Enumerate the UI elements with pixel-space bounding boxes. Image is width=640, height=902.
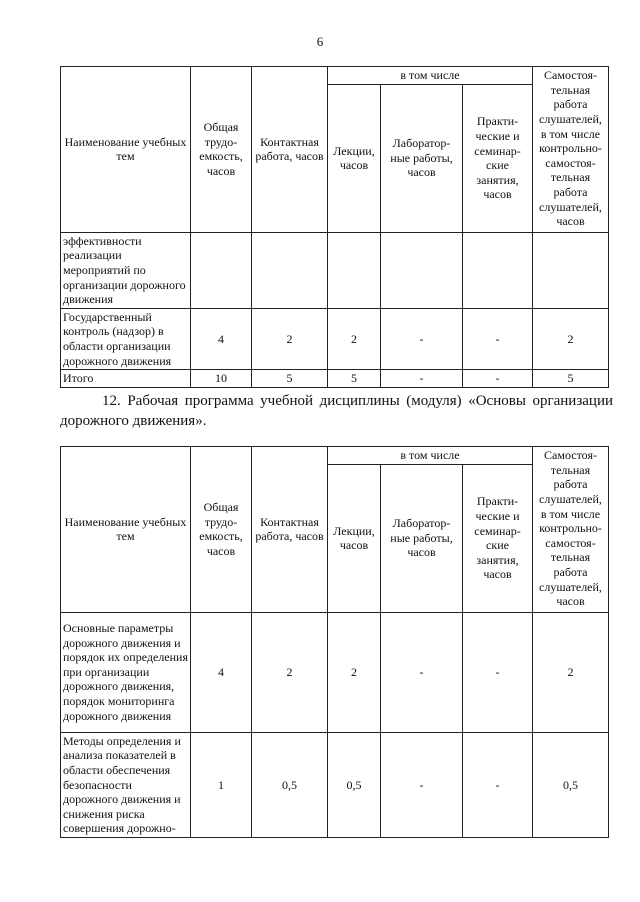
cell-self-study bbox=[533, 232, 609, 308]
cell-practical bbox=[463, 232, 533, 308]
cell-lectures: 2 bbox=[328, 612, 381, 732]
cell-self-study: 0,5 bbox=[533, 732, 609, 837]
cell-lectures: 2 bbox=[328, 308, 381, 370]
header-lectures: Лекции, часов bbox=[328, 84, 381, 232]
header-lectures: Лекции, часов bbox=[328, 464, 381, 612]
cell-total: 4 bbox=[191, 308, 252, 370]
header-total: Общая трудо-емкость, часов bbox=[191, 67, 252, 233]
header-name: Наименование учебных тем bbox=[61, 67, 191, 233]
table-row bbox=[61, 232, 609, 308]
header-including: в том числе bbox=[328, 447, 533, 465]
topic-name: Основные параметры дорожного движения и порядок их определения при организации дорожного движения, порядок мониторинга дорожного движения bbox=[61, 612, 191, 732]
cell-contact bbox=[252, 232, 328, 308]
header-name: Наименование учебных тем bbox=[61, 447, 191, 613]
cell-contact: 2 bbox=[252, 612, 328, 732]
cell-practical: - bbox=[463, 612, 533, 732]
topic-name: Методы определения и анализа показателей в области обеспечения безопасности дорожного движения и снижения риска совершения дорожно- bbox=[61, 732, 191, 837]
header-self-study: Самостоя-тельная работа слушателей, в том числе контрольно-самостоя-тельная работа слушателей, часов bbox=[533, 447, 609, 613]
header-lab: Лаборатор-ные работы, часов bbox=[381, 464, 463, 612]
section-title: 12. Рабочая программа учебной дисциплины (модуля) «Основы организации дорожного движения». bbox=[60, 393, 613, 429]
cell-contact: 5 bbox=[252, 370, 328, 388]
header-self-study: Самостоя-тельная работа слушателей, в том числе контрольно-самостоя-тельная работа слушателей, часов bbox=[533, 67, 609, 233]
cell-practical: - bbox=[463, 308, 533, 370]
cell-lab: - bbox=[381, 308, 463, 370]
cell-self-study: 5 bbox=[533, 370, 609, 388]
cell-total: 10 bbox=[191, 370, 252, 388]
cell-total: 1 bbox=[191, 732, 252, 837]
cell-self-study: 2 bbox=[533, 612, 609, 732]
cell-contact: 2 bbox=[252, 308, 328, 370]
table-row bbox=[61, 612, 609, 732]
cell-lectures: 0,5 bbox=[328, 732, 381, 837]
header-practical: Практи-ческие и семинар-ские занятия, часов bbox=[463, 84, 533, 232]
curriculum-table-2 bbox=[60, 446, 609, 838]
header-contact: Контактная работа, часов bbox=[252, 447, 328, 613]
cell-lab: - bbox=[381, 732, 463, 837]
cell-lab: - bbox=[381, 612, 463, 732]
cell-lab bbox=[381, 232, 463, 308]
cell-practical: - bbox=[463, 732, 533, 837]
topic-name: Государственный контроль (надзор) в области организации дорожного движения bbox=[61, 308, 191, 370]
cell-lectures bbox=[328, 232, 381, 308]
cell-self-study: 2 bbox=[533, 308, 609, 370]
total-label: Итого bbox=[61, 370, 191, 388]
page-number: 6 bbox=[316, 34, 324, 49]
cell-total: 4 bbox=[191, 612, 252, 732]
header-including: в том числе bbox=[328, 67, 533, 85]
cell-lectures: 5 bbox=[328, 370, 381, 388]
table-row bbox=[61, 308, 609, 370]
table-row bbox=[61, 732, 609, 837]
header-practical: Практи-ческие и семинар-ские занятия, часов bbox=[463, 464, 533, 612]
header-lab: Лаборатор-ные работы, часов bbox=[381, 84, 463, 232]
topic-name: эффективности реализации мероприятий по организации дорожного движения bbox=[61, 232, 191, 308]
cell-lab: - bbox=[381, 370, 463, 388]
cell-total bbox=[191, 232, 252, 308]
cell-contact: 0,5 bbox=[252, 732, 328, 837]
header-contact: Контактная работа, часов bbox=[252, 67, 328, 233]
cell-practical: - bbox=[463, 370, 533, 388]
header-total: Общая трудо-емкость, часов bbox=[191, 447, 252, 613]
curriculum-table-1 bbox=[60, 66, 609, 388]
total-row bbox=[61, 370, 609, 388]
